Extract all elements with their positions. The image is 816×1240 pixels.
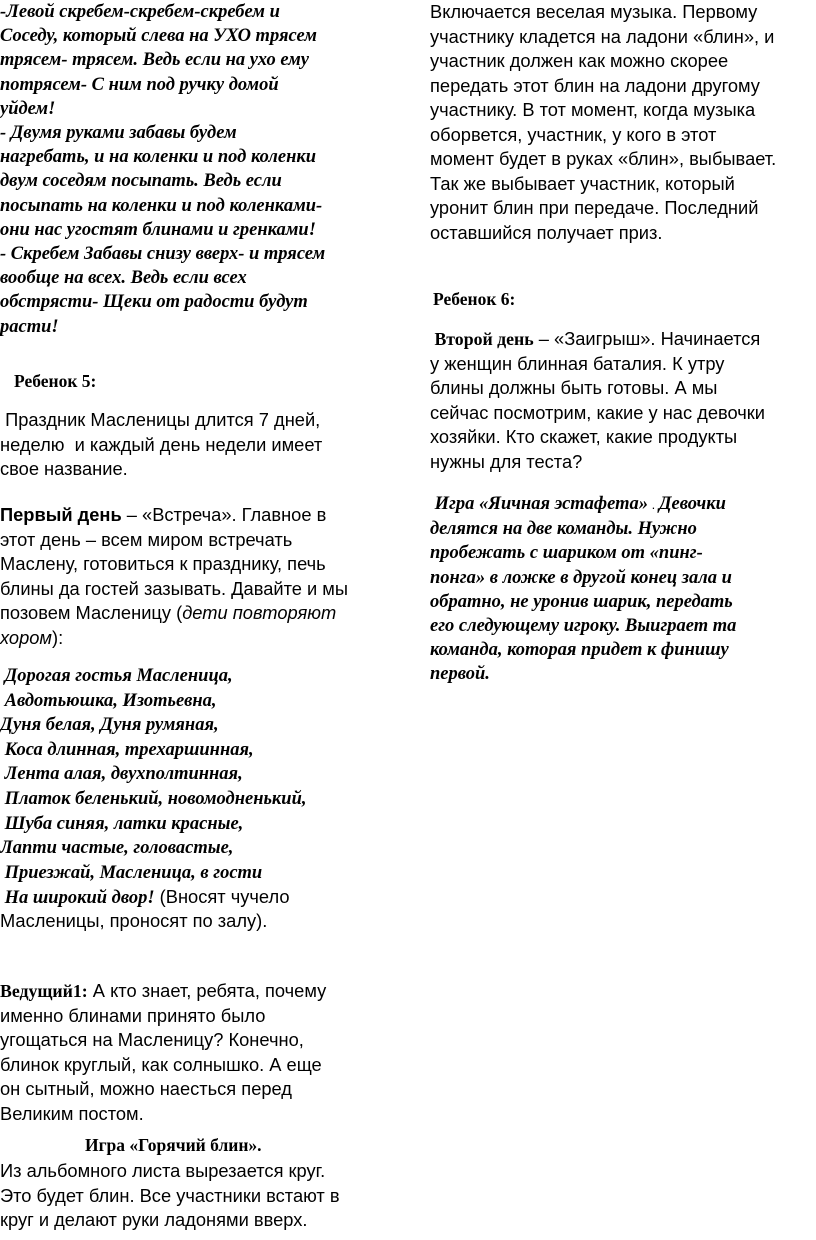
verse-line: трясем- трясем. Ведь если на ухо ему: [0, 50, 310, 71]
verse-line: Соседу, который слева на УХО трясем: [0, 26, 317, 47]
text-line: [430, 327, 765, 352]
day1-last-prefix: позовем Масленицу (: [0, 602, 183, 623]
poem-line: [0, 885, 307, 911]
child5-text: [0, 408, 322, 482]
verse-line: они нас угостят блинами и гренками!: [0, 219, 316, 240]
day1-last-italic: дети повторяют: [182, 602, 337, 623]
hot-game-continuation: [430, 0, 776, 245]
text-line: оборвется, участник, у кого в этот: [430, 123, 717, 145]
text-line: участник должен как можно скорее: [430, 50, 729, 71]
text-line: Из альбомного листа вырезается круг.: [0, 1160, 326, 1181]
text-line: круг и делают руки ладонями вверх.: [0, 1209, 308, 1230]
host1-label: Ведущий1:: [0, 981, 88, 1001]
text-line: угощаться на Масленицу? Конечно,: [0, 1029, 304, 1050]
text-line: [0, 626, 348, 651]
text-line: Праздник Масленицы длится 7 дней,: [0, 409, 321, 430]
poem-line: Дуня белая, Дуня румяная,: [0, 715, 219, 736]
egg-game-dot: .: [648, 497, 659, 512]
text-line: участнику. В тот момент, когда музыка: [430, 99, 756, 120]
child6-heading: Ребенок 6:: [433, 289, 516, 309]
verse-line: посыпать на коленки и под коленками-: [0, 195, 323, 216]
verse-line: потрясем- С ним под ручку домой: [0, 74, 279, 95]
text-line: блинок круглый, как солнышко. А еще: [0, 1053, 322, 1075]
day2-line1: – «Заигрыш». Начинается: [533, 328, 761, 349]
text-line: Это будет блин. Все участники встают в: [0, 1184, 340, 1206]
text-line: у женщин блинная баталия. К утру: [430, 352, 725, 374]
text-line: Великим постом.: [0, 1102, 144, 1124]
text-line: передать этот блин на ладони другому: [430, 74, 760, 96]
poem-line: Лента алая, двухполтинная,: [0, 764, 243, 785]
text-line: блины да гостей зазывать. Давайте и мы: [0, 577, 348, 599]
host1-line1: А кто знает, ребята, почему: [87, 980, 327, 1001]
egg-game-paragraph: [430, 492, 736, 687]
text-line: неделю и каждый день недели имеет: [0, 433, 323, 455]
text-line: участнику кладется на ладони «блин», и: [430, 25, 775, 47]
text-line: обратно, не уронив шарик, передать: [430, 591, 733, 612]
day2-paragraph: [430, 327, 765, 474]
text-line: оставшийся получает приз.: [430, 221, 663, 243]
poem-last-bold: На широкий двор!: [0, 888, 155, 909]
text-line: уронит блин при передаче. Последний: [430, 197, 759, 218]
text-line: он сытный, можно наесться перед: [0, 1078, 292, 1099]
poem-line: Дорогая гостья Масленица,: [0, 666, 233, 686]
text-line: делятся на две команды. Нужно: [430, 519, 697, 540]
text-line: Маслену, готовиться к празднику, печь: [0, 553, 326, 574]
verse-line: - Двумя руками забавы будем: [0, 123, 237, 144]
verse-line: вообще на всех. Ведь если всех: [0, 268, 247, 289]
top-verse: [0, 0, 325, 339]
child5-heading: Ребенок 5:: [14, 371, 97, 391]
text-line: сейчас посмотрим, какие у нас девочки: [430, 401, 766, 423]
text-line: пробежать с шариком от «пинг-: [430, 543, 703, 564]
text-line: [0, 503, 348, 528]
poem-after: Масленицы, проносят по залу).: [0, 910, 268, 931]
egg-game-line1: Девочки: [658, 494, 726, 514]
verse-line: нагребать, и на коленки и под коленки: [0, 147, 317, 168]
verse-line: уйдем!: [0, 98, 56, 119]
verse-line: обстрясти- Щеки от радости будут: [0, 292, 308, 313]
poem-line: Шуба синяя, латки красные,: [0, 813, 244, 834]
day1-label: Первый день: [0, 504, 122, 525]
text-line: понга» в ложке в другой конец зала и: [430, 567, 732, 588]
text-line: команда, которая придет к финишу: [430, 640, 729, 661]
poem-last-rest: (Вносят чучело: [154, 886, 290, 908]
text-line: его следующему игроку. Выиграет та: [430, 616, 737, 637]
egg-game-title: Игра «Яичная эстафета»: [430, 494, 649, 514]
poem-line: Лапти частые, головастые,: [0, 838, 234, 859]
poem-line: Платок беленький, новомодненький,: [0, 788, 307, 809]
text-line: [430, 492, 736, 517]
text-line: [0, 601, 348, 626]
game-hot-text: [0, 1159, 340, 1233]
text-line: свое название.: [0, 458, 128, 479]
text-line: [0, 979, 326, 1004]
poem-line: Приезжай, Масленица, в гости: [0, 862, 263, 883]
day1-tail-rest: ):: [51, 626, 64, 648]
poem-line: Коса длинная, трехаршинная,: [0, 739, 254, 760]
game-hot-title: Игра «Горячий блин».: [85, 1135, 262, 1155]
host1-paragraph: [0, 979, 326, 1126]
poem-line: Авдотьюшка, Изотьевна,: [0, 690, 217, 711]
text-line: именно блинами принято было: [0, 1004, 266, 1026]
verse-line: -Левой скребем-скребем-скребем и: [0, 2, 280, 22]
text-line: первой.: [430, 664, 490, 685]
verse-line: двум соседям посыпать. Ведь если: [0, 171, 282, 192]
verse-line: расти!: [0, 316, 59, 337]
verse-line: - Скребем Забавы снизу вверх- и трясем: [0, 244, 326, 265]
text-line: этот день – всем миром встречать: [0, 528, 293, 550]
text-line: блины должны быть готовы. А мы: [430, 377, 718, 398]
text-line: Так же выбывает участник, который: [430, 172, 735, 194]
text-line: нужны для теста?: [430, 450, 583, 472]
invitation-poem: [0, 664, 307, 911]
day1-paragraph: [0, 503, 348, 650]
day2-label: Второй день: [430, 329, 534, 349]
day1-line1: – «Встреча». Главное в: [121, 504, 327, 525]
day1-tail-italic: хором: [0, 626, 52, 648]
text-line: момент будет в руках «блин», выбывает.: [430, 148, 777, 169]
text-line: хозяйки. Кто скажет, какие продукты: [430, 426, 738, 447]
text-line: Включается веселая музыка. Первому: [430, 1, 758, 22]
